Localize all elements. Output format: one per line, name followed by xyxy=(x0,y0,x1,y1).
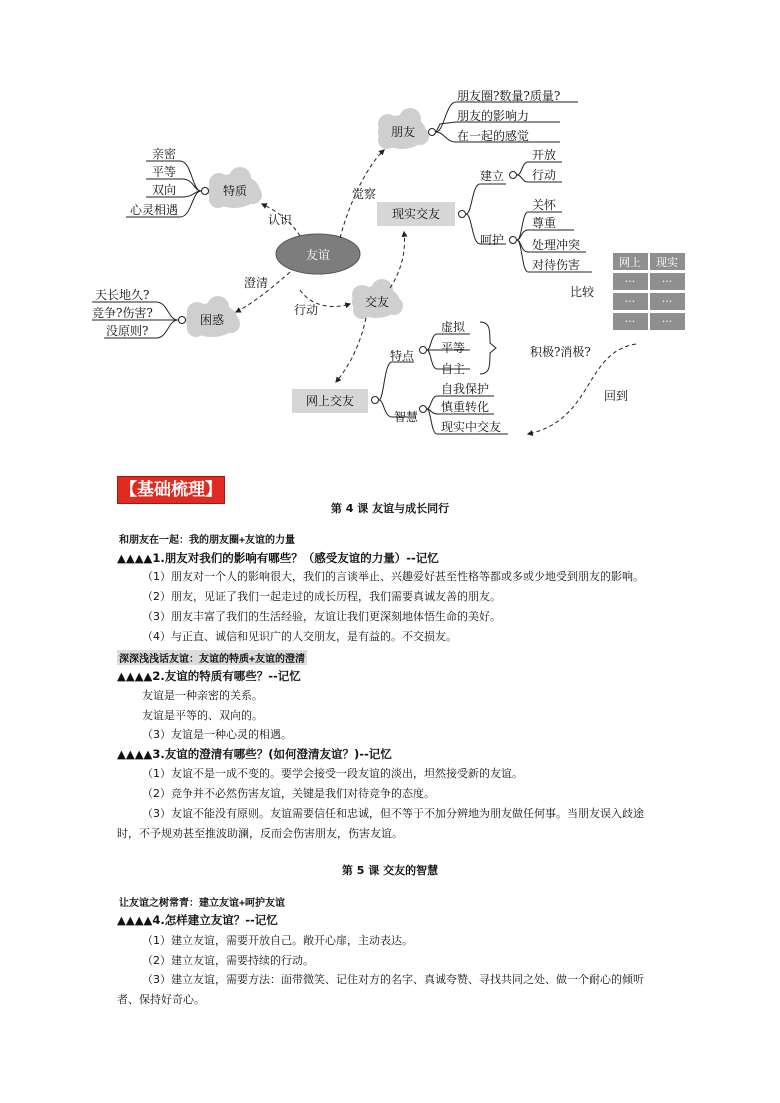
section-2-heading: 深深浅浅话友谊：友谊的特质+友谊的澄清 xyxy=(117,650,307,665)
real-build-2: 行动 xyxy=(532,168,557,182)
online-wisdom-1: 自我保护 xyxy=(441,382,490,396)
link-clarify: 澄清 xyxy=(244,276,269,290)
section-tag: 【基础梳理】 xyxy=(117,476,225,504)
real-build-1: 开放 xyxy=(532,148,557,162)
question-4: ▲▲▲▲4.怎样建立友谊？--记忆 xyxy=(117,913,278,927)
section-3-heading: 让友谊之树常青：建立友谊+呵护友谊 xyxy=(119,898,286,909)
online-features-label: 特点 xyxy=(390,349,415,363)
svg-text:···: ··· xyxy=(624,295,636,308)
question-3: ▲▲▲▲3.友谊的澄清有哪些？(如何澄清友谊？)--记忆 xyxy=(117,747,392,761)
q2-item-1: 友谊是一种亲密的关系。 xyxy=(142,689,263,702)
confuse-branch-1: 天长地久? xyxy=(95,288,150,302)
q1-item-2: （2）朋友，见证了我们一起走过的成长历程，我们需要真诚友善的朋友。 xyxy=(142,590,501,603)
real-protect-1: 关怀 xyxy=(532,198,557,212)
cloud-make-friend xyxy=(352,279,403,319)
cloud-trait xyxy=(208,167,262,208)
online-wisdom-label: 智慧 xyxy=(394,410,419,424)
svg-text:朋友: 朋友 xyxy=(390,125,416,139)
q4-item-3: （3）建立友谊，需要方法：面带微笑、记住对方的名字、真诚夸赞、寻找共同之处、做一个耐心的倾听者、保持好奇心。 xyxy=(117,973,644,1006)
trait-branch-4: 心灵相遇 xyxy=(130,203,179,217)
q4-item-1: （1）建立友谊，需要开放自己。敞开心扉，主动表达。 xyxy=(142,934,413,947)
real-build-label: 建立 xyxy=(480,169,505,183)
online-feature-2: 平等 xyxy=(441,341,466,355)
online-feature-1: 虚拟 xyxy=(441,320,466,334)
online-wisdom-2: 慎重转化 xyxy=(441,400,490,414)
q3-item-3: （3）友谊不能没有原则。友谊需要信任和忠诚，但不等于不加分辨地为朋友做任何事。当朋友误入歧途时，不予规劝甚至推波助澜，反而会伤害朋友，伤害友谊。 xyxy=(117,807,644,840)
friend-branch-1: 朋友圈?数量?质量? xyxy=(457,89,561,103)
q3-item-1: （1）友谊不是一成不变的。要学会接受一段友谊的淡出，坦然接受新的友谊。 xyxy=(142,767,523,780)
svg-text:网上交友: 网上交友 xyxy=(305,394,355,408)
real-protect-2: 尊重 xyxy=(532,216,557,230)
svg-text:网上: 网上 xyxy=(619,256,641,269)
svg-text:现实交友: 现实交友 xyxy=(391,207,441,221)
friend-branch-2: 朋友的影响力 xyxy=(457,109,530,123)
trait-branch-1: 亲密 xyxy=(152,147,177,161)
link-action: 行动 xyxy=(294,303,319,317)
confuse-branch-3: 没原则? xyxy=(106,324,149,338)
svg-text:特质: 特质 xyxy=(222,184,248,198)
online-wisdom-3: 现实中交友 xyxy=(441,420,502,434)
lesson-5-title: 第 5 课 交友的智慧 xyxy=(341,864,439,877)
compare-label: 比较 xyxy=(570,285,595,299)
q1-item-4: （4）与正直、诚信和见识广的人交朋友，是有益的。不交损友。 xyxy=(142,630,457,643)
q3-item-2: （2）竞争并不必然伤害友谊，关键是我们对待竞争的态度。 xyxy=(142,787,435,800)
friend-branch-3: 在一起的感觉 xyxy=(457,129,530,143)
real-protect-label: 呵护 xyxy=(480,233,505,247)
svg-text:困惑: 困惑 xyxy=(199,313,225,327)
trait-branch-3: 双向 xyxy=(152,183,177,197)
question-label: 积极?消极? xyxy=(530,345,591,359)
svg-text:···: ··· xyxy=(661,315,673,328)
q1-item-3: （3）朋友丰富了我们的生活经验，友谊让我们更深刻地体悟生命的美好。 xyxy=(142,610,501,623)
online-feature-3: 自主 xyxy=(441,362,466,376)
svg-text:···: ··· xyxy=(624,315,636,328)
svg-text:···: ··· xyxy=(661,295,673,308)
section-1-heading: 和朋友在一起：我的朋友圈+友谊的力量 xyxy=(119,535,296,546)
lesson-4-title: 第 4 课 友谊与成长同行 xyxy=(330,502,450,515)
real-protect-4: 对待伤害 xyxy=(532,258,581,272)
compare-table xyxy=(613,253,685,330)
center-label: 友谊 xyxy=(305,248,331,262)
svg-text:现实: 现实 xyxy=(656,256,678,269)
question-2: ▲▲▲▲2.友谊的特质有哪些？--记忆 xyxy=(117,669,301,683)
svg-text:交友: 交友 xyxy=(364,295,390,309)
return-label: 回到 xyxy=(604,389,629,403)
question-1: ▲▲▲▲1.朋友对我们的影响有哪些？（感受友谊的力量）--记忆 xyxy=(117,551,439,565)
confuse-branch-2: 竞争?伤害? xyxy=(92,306,153,320)
friendship-mind-map xyxy=(0,0,780,460)
q4-item-2: （2）建立友谊，需要持续的行动。 xyxy=(142,954,314,967)
trait-branch-2: 平等 xyxy=(152,165,177,179)
q2-item-2: 友谊是平等的、双向的。 xyxy=(142,709,263,722)
q2-item-3: （3）友谊是一种心灵的相遇。 xyxy=(142,728,292,741)
link-aware: 觉察 xyxy=(352,187,377,201)
link-recognize: 认识 xyxy=(268,213,293,227)
cloud-friend xyxy=(378,108,429,149)
q1-item-1: （1）朋友对一个人的影响很大，我们的言谈举止、兴趣爱好甚至性格等都或多或少地受到朋友的影响。 xyxy=(142,570,644,583)
svg-text:···: ··· xyxy=(624,275,636,288)
cloud-confuse xyxy=(186,296,240,337)
real-protect-3: 处理冲突 xyxy=(532,238,581,252)
svg-text:···: ··· xyxy=(661,275,673,288)
